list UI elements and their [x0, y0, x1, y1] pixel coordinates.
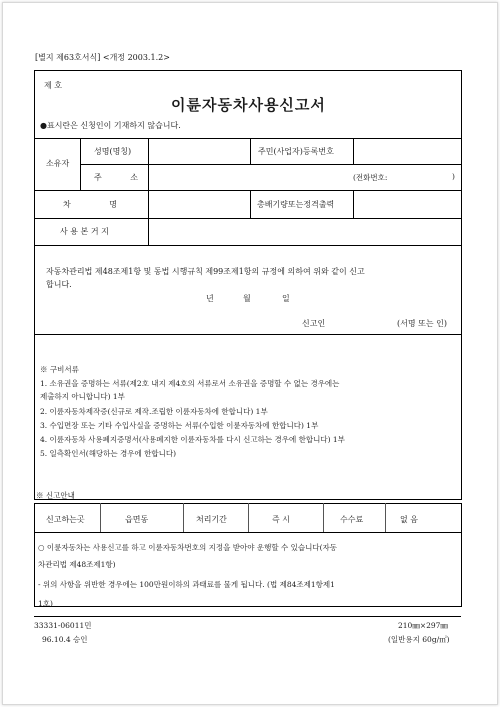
period-label: 처리기간 [196, 515, 227, 524]
table-line [323, 503, 324, 532]
document-item: 4. 이륜자동차 사용폐지증명서(사용폐지한 이륜자동차를 다시 신고하는 경우에 한합니다) 1부 [40, 435, 345, 444]
guide-heading: ※ 신고안내 [36, 491, 75, 500]
table-line [353, 138, 354, 164]
document-item: 1. 소유권을 증명하는 서류(제2호 내지 제4호의 서류로서 소유권을 증명할 수 없는 경우에는 [40, 379, 340, 388]
table-line [100, 503, 101, 532]
table-line [148, 138, 149, 245]
applicant-label: 신고인 [302, 319, 326, 328]
table-line [183, 503, 184, 532]
form-number: [별지 제63호서식] <개정 2003.1.2> [35, 53, 170, 62]
phone-label: (전화번호: [353, 173, 388, 182]
table-line [250, 190, 251, 218]
note-text: ●표시란은 신청인이 기재하지 않습니다. [40, 121, 181, 130]
table-line [34, 138, 461, 139]
paper-type: (일반용지 60g/㎡) [388, 635, 450, 644]
address-label: 주 소 [94, 173, 141, 182]
document-item: 5. 일측확인서(해당하는 경우에 한합니다) [40, 449, 177, 458]
date-day-label: 일 [282, 294, 290, 303]
period-value: 즉 시 [272, 515, 290, 524]
guide-note-line4: 1호) [38, 599, 53, 608]
form-title: 이륜자동차사용신고서 [171, 96, 326, 114]
footer-rule [34, 616, 461, 617]
signature-label: (서명 또는 인) [397, 319, 447, 328]
fee-value: 없 음 [400, 515, 418, 524]
table-line [250, 138, 251, 164]
document-item: 2. 이륜자동차제작증(신규로 제작.조립한 이륜자동차에 한합니다) 1부 [40, 407, 268, 416]
name-label: 성명(명칭) [94, 147, 132, 156]
documents-heading: ※ 구비서류 [40, 365, 79, 374]
owner-section-label: 소유자 [46, 159, 70, 168]
displacement-label: 총배기량또는정격출력 [257, 200, 335, 209]
usage-base-label: 사 용 본 거 지 [60, 227, 109, 236]
table-line [385, 503, 386, 532]
vehicle-model-label: 차 명 [63, 200, 117, 209]
guide-note-line2: 차관리법 제48조제1항) [38, 560, 116, 569]
date-year-label: 년 [206, 294, 214, 303]
doc-number-label: 제 호 [44, 81, 62, 90]
table-line [34, 532, 461, 533]
guide-note-line3: - 위의 사항을 위반한 경우에는 100만원이하의 과태료를 물게 됩니다. (법 제84조제1항제1 [38, 580, 335, 589]
fee-label: 수수료 [340, 515, 364, 524]
guide-note-line1: ○ 이륜자동차는 사용신고를 하고 이륜자동차번호의 지정을 받아야 운행할 수 있습니다(자동 [38, 543, 337, 552]
table-line [34, 334, 461, 335]
date-month-label: 월 [243, 294, 251, 303]
table-line [34, 190, 461, 191]
phone-close: ) [452, 172, 455, 181]
table-line [353, 190, 354, 218]
paper-size: 210㎜×297㎜ [398, 621, 448, 630]
approval-date: 96.10.4 승인 [42, 635, 88, 644]
table-line [34, 218, 461, 219]
reg-no-label: 주민(사업자)등록번호 [258, 147, 334, 156]
declaration-text-line2: 합니다. [46, 280, 72, 289]
table-line [80, 138, 81, 190]
table-line [80, 164, 461, 165]
declaration-text-line1: 자동차관리법 제48조제1항 및 동법 시행규칙 제99조제1항의 규정에 의하여 위와 같이 신고 [46, 267, 365, 276]
document-item: 제출하지 아니합니다) 1부 [40, 392, 125, 401]
table-line [248, 503, 249, 532]
document-item: 3. 수입면장 또는 기타 수입사실을 증명하는 서류(수입한 이륜자동차에 한합니다) 1부 [40, 421, 319, 430]
office-value: 읍면동 [125, 515, 149, 524]
form-code: 33331-06011민 [34, 621, 92, 630]
table-line [34, 245, 461, 246]
office-label: 신고하는곳 [46, 515, 85, 524]
